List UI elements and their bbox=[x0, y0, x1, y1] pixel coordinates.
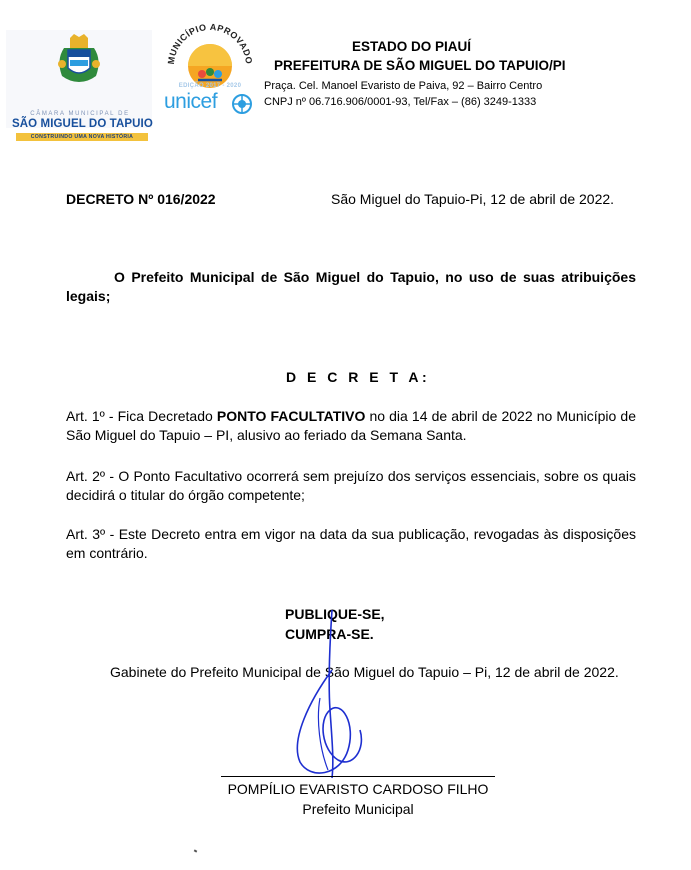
scan-speck bbox=[194, 849, 198, 852]
prefecture-contact: CNPJ nº 06.716.906/0001-93, Tel/Fax – (86) 3249-1333 bbox=[264, 96, 537, 108]
city-logo-upper-text: CÂMARA MUNICIPAL DE bbox=[30, 111, 130, 117]
article-1-text-start: Art. 1º - Fica Decretado bbox=[66, 408, 217, 424]
decreta-heading: D E C R E T A: bbox=[286, 369, 431, 385]
prefecture-heading: PREFEITURA DE SÃO MIGUEL DO TAPUIO/PI bbox=[274, 58, 566, 73]
decree-preamble: O Prefeito Municipal de São Miguel do Tapuio, no uso de suas atribuições legais; bbox=[66, 269, 636, 304]
article-1 bbox=[66, 407, 636, 445]
seal-arc-text: MUNICÍPIO APROVADO bbox=[165, 21, 255, 65]
article-3: Art. 3º - Este Decreto entra em vigor na data da sua publicação, revogadas às disposições em contrário. bbox=[66, 526, 636, 561]
decree-place-date: São Miguel do Tapuio-Pi, 12 de abril de 2022. bbox=[331, 191, 615, 207]
article-1-text-end: no dia 14 de abril de 2022 no Município de São Miguel do Tapuio – PI, alusivo ao feriado da Semana Santa. bbox=[66, 408, 636, 443]
signer-name: POMPÍLIO EVARISTO CARDOSO FILHO bbox=[227, 781, 489, 797]
unicef-logo: unicef bbox=[164, 90, 218, 113]
article-2: Art. 2º - O Ponto Facultativo ocorrerá sem prejuízo dos serviços essenciais, sobre os quais decidirá o titular do órgão competente; bbox=[66, 468, 636, 503]
unicef-globe-icon bbox=[229, 93, 255, 115]
publique-se: PUBLIQUE-SE, bbox=[285, 606, 385, 622]
article-1-emphasis: PONTO FACULTATIVO bbox=[216, 408, 366, 424]
signer-role: Prefeito Municipal bbox=[302, 801, 414, 817]
handwritten-signature bbox=[270, 600, 390, 790]
signature-line bbox=[221, 776, 495, 777]
city-coat-of-arms-icon bbox=[6, 30, 152, 86]
cumpra-se: CUMPRA-SE. bbox=[285, 626, 374, 642]
city-logo-name: SÃO MIGUEL DO TAPUIO bbox=[12, 118, 153, 130]
state-heading: ESTADO DO PIAUÍ bbox=[352, 39, 472, 54]
gabinete-closing: Gabinete do Prefeito Municipal de São Miguel do Tapuio – Pi, 12 de abril de 2022. bbox=[110, 664, 619, 680]
decree-number: DECRETO Nº 016/2022 bbox=[66, 191, 216, 207]
seal-edition: EDIÇÃO 2017 - 2020 bbox=[178, 83, 242, 89]
prefecture-address: Praça. Cel. Manoel Evaristo de Paiva, 92 – Bairro Centro bbox=[264, 80, 543, 92]
city-logo bbox=[6, 30, 153, 140]
city-logo-slogan: CONSTRUINDO UMA NOVA HISTÓRIA bbox=[16, 133, 148, 141]
